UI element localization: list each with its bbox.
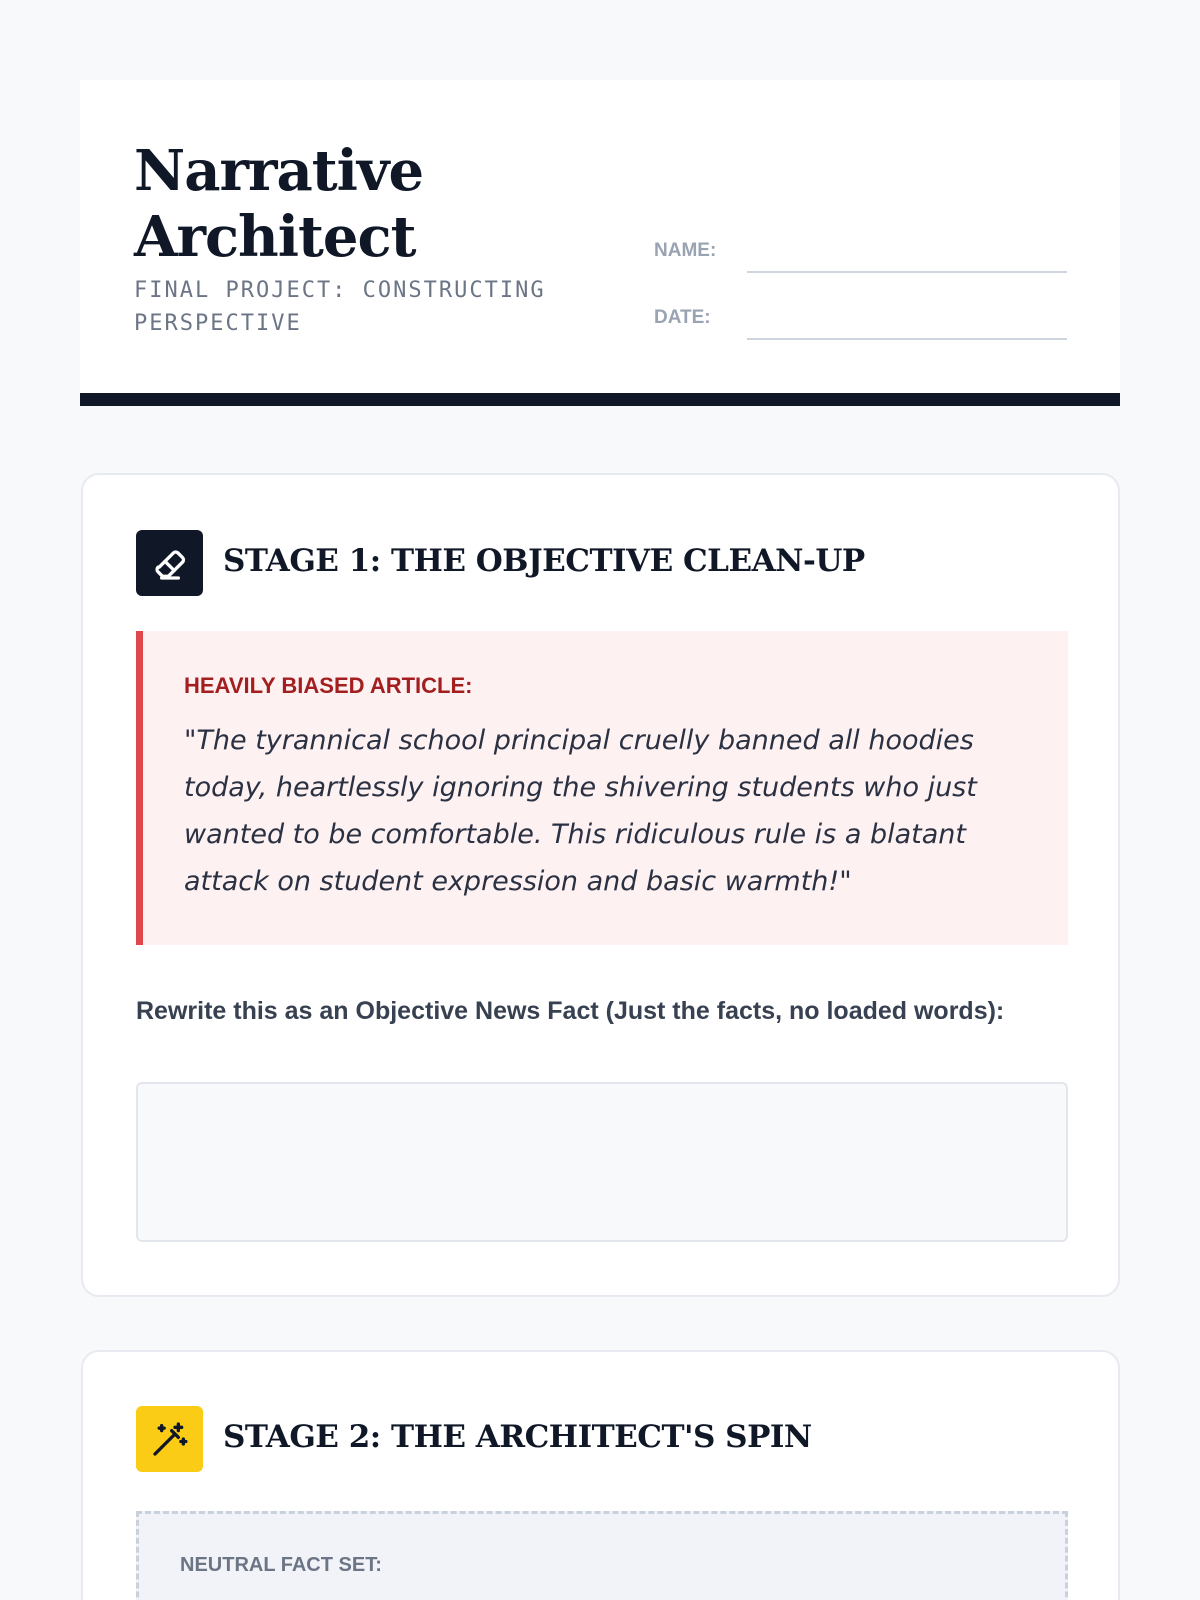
objective-fact-answer-box[interactable] — [136, 1082, 1068, 1242]
name-label: NAME: — [654, 240, 717, 261]
date-label: DATE: — [654, 307, 711, 328]
neutral-fact-set-box — [136, 1511, 1068, 1600]
biased-article-box — [136, 631, 1068, 945]
stage2-title: STAGE 2: THE ARCHITECT'S SPIN — [223, 1419, 812, 1455]
rewrite-prompt: Rewrite this as an Objective News Fact (Just the facts, no loaded words): — [136, 997, 1005, 1025]
stage2-card — [81, 1350, 1120, 1600]
stage1-card — [81, 473, 1120, 1297]
stage1-title: STAGE 1: THE OBJECTIVE CLEAN-UP — [223, 543, 865, 579]
biased-article-text: "The tyrannical school principal cruelly banned all hoodies today, heartlessly ignoring the shivering students who just wanted to be comfortable. This ridiculous rule is a blatant attack on student expression and basic warmth!" — [184, 725, 977, 897]
biased-article-label: HEAVILY BIASED ARTICLE: — [184, 673, 473, 698]
name-field[interactable] — [747, 271, 1067, 273]
eraser-icon — [136, 530, 203, 596]
neutral-fact-set-label: NEUTRAL FACT SET: — [180, 1554, 382, 1576]
page-title: Narrative Architect — [134, 138, 424, 270]
worksheet-header — [80, 80, 1120, 406]
page-subtitle: FINAL PROJECT: CONSTRUCTING PERSPECTIVE — [134, 278, 546, 336]
magic-wand-icon — [136, 1406, 203, 1472]
date-field[interactable] — [747, 338, 1067, 340]
